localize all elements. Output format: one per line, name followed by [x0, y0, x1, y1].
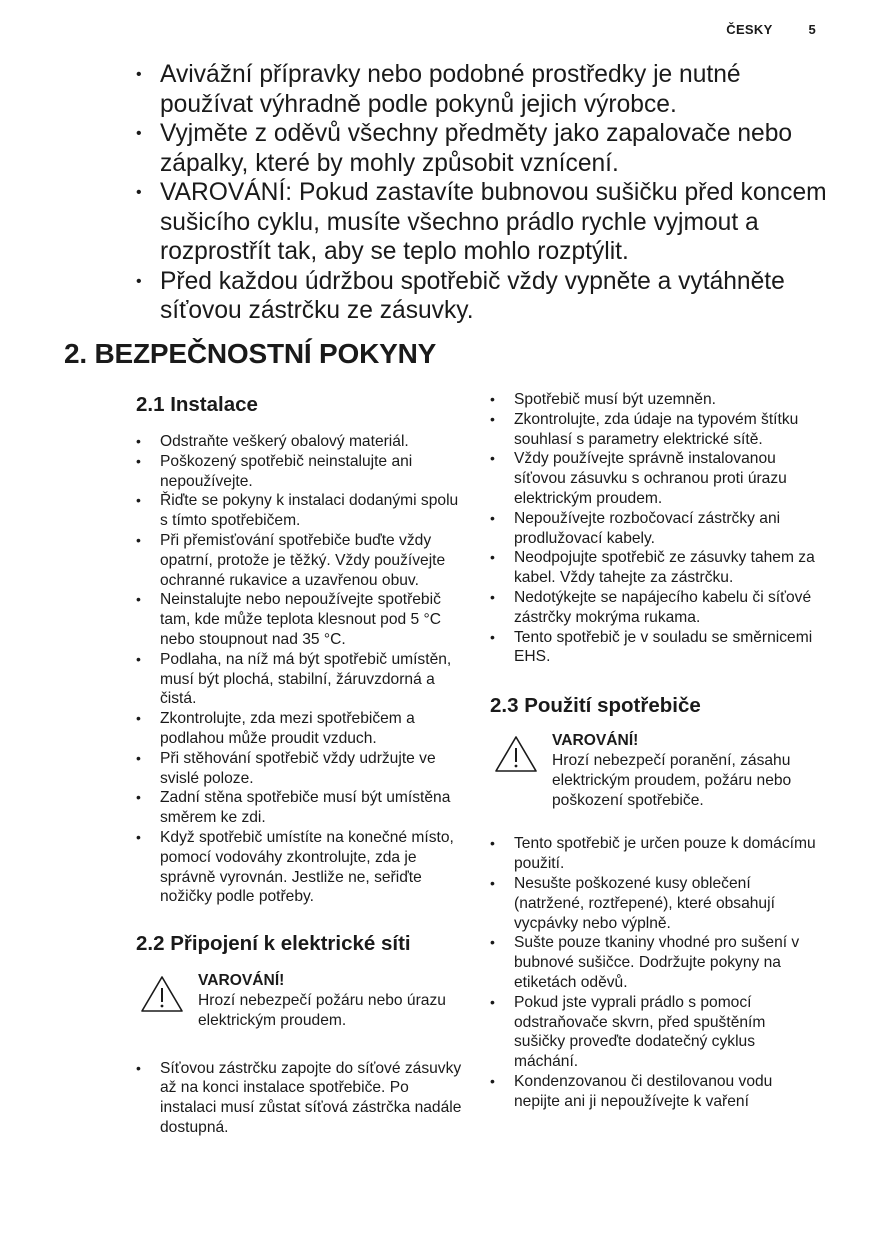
list-item: • Zkontrolujte, zda údaje na typovém štítku souhlasí s parametry elektrické sítě.	[490, 410, 820, 450]
list-item: • Sušte pouze tkaniny vhodné pro sušení v bubnové sušičce. Dodržujte pokyny na etiketách oděvů.	[490, 933, 820, 992]
list-item: • Vždy používejte správně instalovanou síťovou zásuvku s ochranou proti úrazu elektrickým proudem.	[490, 449, 820, 508]
list-item: • Podlaha, na níž má být spotřebič umístěn, musí být plochá, stabilní, žáruvzdorná a čistá.	[136, 650, 466, 709]
warning-triangle-icon	[494, 735, 538, 773]
list-item: • Spotřebič musí být uzemněn.	[490, 390, 820, 410]
right-column	[490, 390, 820, 1112]
language-label: ČESKY	[726, 22, 773, 37]
list-item: • Pokud jste vyprali prádlo s pomocí odstraňovače skvrn, před spuštěním sušičky proveďte dodatečný cyklus máchání.	[490, 993, 820, 1072]
section-title: 2. BEZPEČNOSTNÍ POKYNY	[64, 338, 437, 369]
installation-list	[136, 432, 466, 907]
installation-heading: 2.1 Instalace	[136, 393, 258, 416]
list-item: • Tento spotřebič je určen pouze k domácímu použití.	[490, 834, 820, 874]
list-item: • Tento spotřebič je v souladu se směrnicemi EHS.	[490, 628, 820, 668]
list-item: • Nesušte poškozené kusy oblečení (natržené, roztřepené), které obsahují vycpávky nebo výplně.	[490, 874, 820, 933]
list-item: • Neinstalujte nebo nepoužívejte spotřebič tam, kde může teplota klesnout pod 5 °C nebo stoupnout nad 35 °C.	[136, 590, 466, 649]
list-item: • Při stěhování spotřebič vždy udržujte ve svislé poloze.	[136, 749, 466, 789]
list-item: • Poškozený spotřebič neinstalujte ani nepoužívejte.	[136, 452, 466, 492]
list-item: • Při přemisťování spotřebiče buďte vždy opatrní, protože je těžký. Vždy používejte ochranné rukavice a uzavřenou obuv.	[136, 531, 466, 590]
list-item: • Řiďte se pokyny k instalaci dodanými spolu s tímto spotřebičem.	[136, 491, 466, 531]
page-number: 5	[808, 22, 816, 37]
usage-warning	[490, 731, 820, 810]
warning-heading: VAROVÁNÍ!	[198, 972, 285, 990]
list-item: • Nepoužívejte rozbočovací zástrčky ani prodlužovací kabely.	[490, 509, 820, 549]
list-item: • Neodpojujte spotřebič ze zásuvky tahem za kabel. Vždy tahejte za zástrčku.	[490, 548, 820, 588]
electrical-list-left	[136, 1059, 466, 1138]
list-item: • Před každou údržbou spotřebič vždy vypněte a vytáhněte síťovou zástrčku ze zásuvky.	[136, 267, 836, 326]
electrical-warning	[136, 971, 466, 1030]
list-item: • Síťovou zástrčku zapojte do síťové zásuvky až na konci instalace spotřebiče. Po instalaci musí zůstat síťová zástrčka nadále dostupná.	[136, 1059, 466, 1138]
intro-list	[136, 60, 836, 326]
electrical-list-right	[490, 390, 820, 667]
warning-text: Hrozí nebezpečí požáru nebo úrazu elektrickým proudem.	[198, 991, 446, 1029]
list-item: • Odstraňte veškerý obalový materiál.	[136, 432, 466, 452]
list-item: • Vyjměte z oděvů všechny předměty jako zapalovače nebo zápalky, které by mohly způsobit vznícení.	[136, 119, 836, 178]
list-item: • VAROVÁNÍ: Pokud zastavíte bubnovou sušičku před koncem sušicího cyklu, musíte všechno prádlo rychle vyjmout a rozprostřít tak, aby se teplo mohlo rozptýlit.	[136, 178, 836, 267]
usage-list	[490, 834, 820, 1111]
electrical-heading: 2.2 Připojení k elektrické síti	[136, 932, 411, 956]
list-item: • Avivážní přípravky nebo podobné prostředky je nutné používat výhradně podle pokynů jejich výrobce.	[136, 60, 836, 119]
list-item: • Zadní stěna spotřebiče musí být umístěna směrem ke zdi.	[136, 788, 466, 828]
list-item: • Kondenzovanou či destilovanou vodu nepijte ani ji nepoužívejte k vaření	[490, 1072, 820, 1112]
usage-heading: 2.3 Použití spotřebiče	[490, 694, 701, 718]
left-column	[136, 392, 466, 1138]
list-item: • Když spotřebič umístíte na konečné místo, pomocí vodováhy zkontrolujte, zda je správně vyrovnán. Jestliže ne, seřiďte nožičky podle potřeby.	[136, 828, 466, 907]
warning-heading: VAROVÁNÍ!	[552, 732, 639, 750]
list-item: • Nedotýkejte se napájecího kabelu či síťové zástrčky mokrýma rukama.	[490, 588, 820, 628]
list-item: • Zkontrolujte, zda mezi spotřebičem a podlahou může proudit vzduch.	[136, 709, 466, 749]
warning-triangle-icon	[140, 975, 184, 1013]
page-header	[726, 22, 816, 37]
warning-text: Hrozí nebezpečí poranění, zásahu elektrickým proudem, požáru nebo poškození spotřebiče.	[552, 751, 792, 809]
